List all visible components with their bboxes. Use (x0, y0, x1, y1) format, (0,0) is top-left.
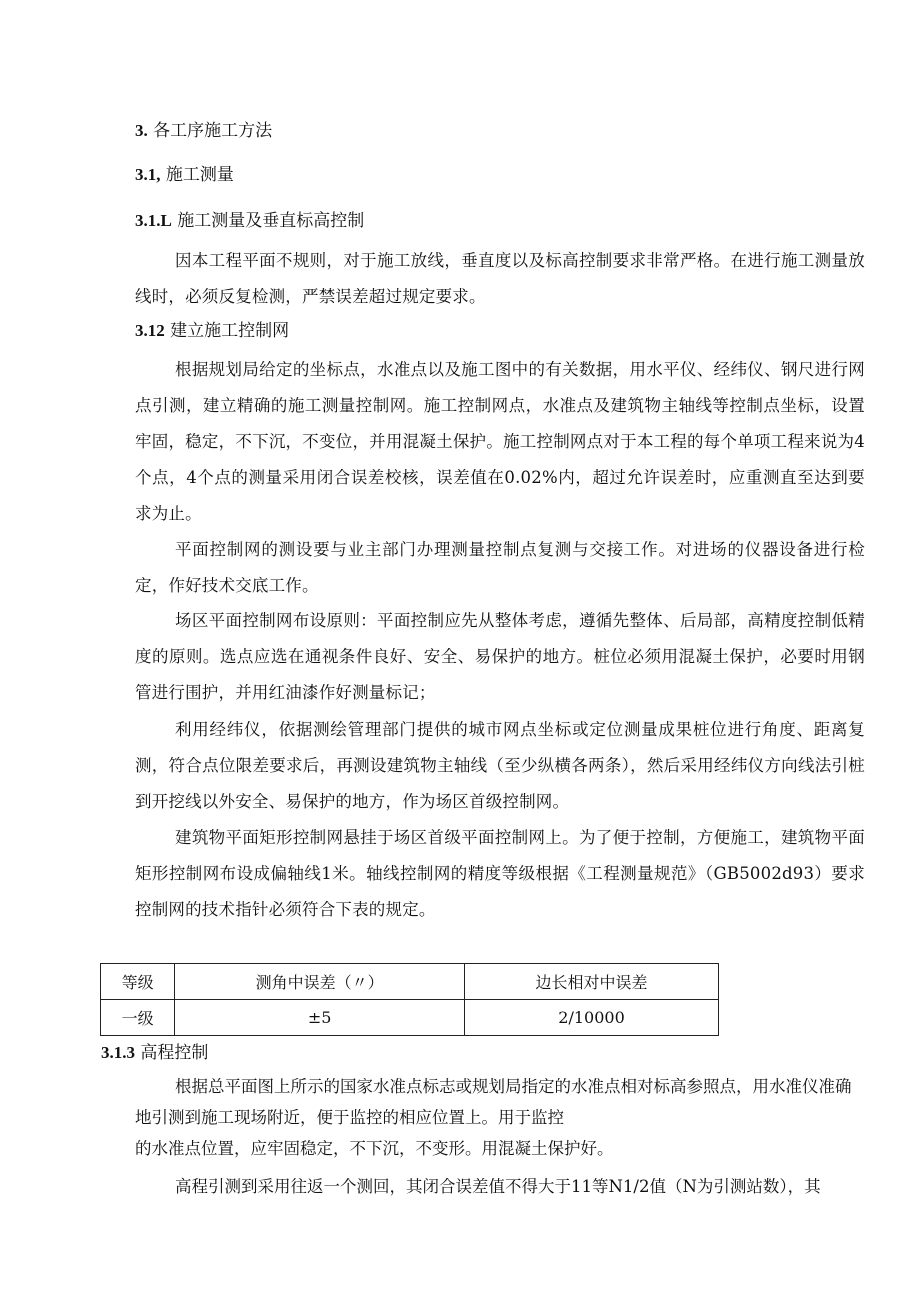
table-row (101, 1000, 719, 1036)
section-heading-3-1: 3.1, 施工测量 (135, 165, 234, 185)
paragraph-layout-principles: 场区平面控制网布设原则：平面控制应先从整体考虑，遵循先整体、后局部，高精度控制低精度的原则。选点应选在通视条件良好、安全、易保护的地方。桩位必须用混凝土保护，必要时用钢管进行围护，并用红油漆作好测量标记； (135, 611, 865, 702)
paragraph-elevation-line-3: 的水准点位置，应牢固稳定，不下沉，不变形。用混凝土保护好。 (135, 1139, 614, 1158)
table-header-cell: 测角中误差（〃） (175, 964, 465, 1000)
table-cell: 2/10000 (465, 1000, 719, 1036)
paragraph-control-network: 根据规划局给定的坐标点，水准点以及施工图中的有关数据，用水平仪、经纬仪、钢尺进行网点引测，建立精确的施工测量控制网。施工控制网点，水准点及建筑物主轴线等控制点坐标，设置牢固，稳定，不下沉，不变位，并用混凝土保护。施工控制网点对于本工程的每个单项工程来说为4个点，4个点的测量采用闭合误差校核，误差值在0.02%内，超过允许误差时，应重测直至达到要求为止。 (135, 360, 865, 523)
table-header-row (101, 964, 719, 1000)
table-cell: ±5 (175, 1000, 465, 1036)
table-header-cell: 边长相对中误差 (465, 964, 719, 1000)
paragraph-survey-intro: 因本工程平面不规则，对于施工放线，垂直度以及标高控制要求非常严格。在进行施工测量放线时，必须反复检测，严禁误差超过规定要求。 (135, 251, 865, 306)
paragraph-theodolite: 利用经纬仪，依据测绘管理部门提供的城市网点坐标或定位测量成果桩位进行角度、距离复测，符合点位限差要求后，再测设建筑物主轴线（至少纵横各两条），然后采用经纬仪方向线法引桩到开挖线以外安全、易保护的地方，作为场区首级控制网。 (135, 720, 865, 811)
paragraph-closure-error: 高程引测到采用往返一个测回，其闭合误差值不得大于11等N1/2值（N为引测站数），其 (175, 1177, 821, 1196)
paragraph-rectangular-network: 建筑物平面矩形控制网悬挂于场区首级平面控制网上。为了便于控制，方便施工，建筑物平面矩形控制网布设成偏轴线1米。轴线控制网的精度等级根据《工程测量规范》（GB5002d93）要求控制网的技术指针必须符合下表的规定。 (135, 828, 865, 919)
section-heading-3-1-1: 3.1.L 施工测量及垂直标高控制 (135, 211, 365, 231)
paragraph-handover: 平面控制网的测设要与业主部门办理测量控制点复测与交接工作。对进场的仪器设备进行检定，作好技术交底工作。 (135, 540, 865, 595)
table-cell: 一级 (101, 1000, 175, 1036)
paragraph-elevation-line-1: 根据总平面图上所示的国家水准点标志或规划局指定的水准点相对标高参照点，用水准仪准确 (175, 1077, 852, 1096)
section-heading-3-1-3: 3.1.3 高程控制 (101, 1043, 209, 1063)
accuracy-table (100, 963, 719, 1036)
paragraph-elevation-line-2: 地引测到施工现场附近，便于监控的相应位置上。用于监控 (135, 1108, 564, 1127)
table-header-cell: 等级 (101, 964, 175, 1000)
section-heading-3-1-2: 3.12 建立施工控制网 (135, 321, 290, 341)
section-heading-3: 3. 各工序施工方法 (135, 121, 273, 141)
